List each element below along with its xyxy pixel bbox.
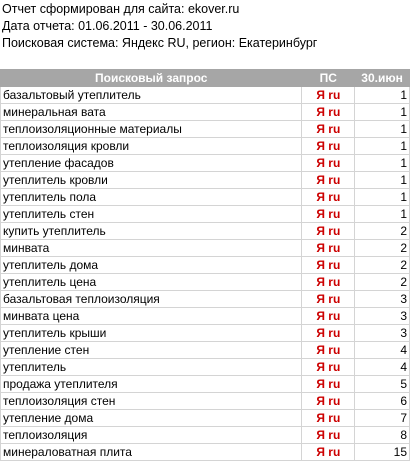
table-row: [1, 206, 410, 223]
position-cell: 6: [355, 393, 410, 410]
query-cell: минеральная вата: [1, 104, 302, 121]
table-row: [1, 104, 410, 121]
table-row: [1, 444, 410, 461]
report-site-line: Отчет сформирован для сайта: ekover.ru: [2, 2, 240, 16]
position-cell: 2: [355, 257, 410, 274]
table-row: [1, 291, 410, 308]
query-cell: базальтовая теплоизоляция: [1, 291, 302, 308]
query-cell: утепление дома: [1, 410, 302, 427]
search-engine-cell: Я ru: [302, 376, 355, 393]
report-engine-line: Поисковая система: Яндекс RU, регион: Екатеринбург: [2, 36, 318, 50]
spacer: [0, 52, 414, 69]
query-cell: утепление фасадов: [1, 155, 302, 172]
position-cell: 3: [355, 291, 410, 308]
table-row: [1, 325, 410, 342]
query-cell: теплоизоляция кровли: [1, 138, 302, 155]
query-cell: утеплитель крыши: [1, 325, 302, 342]
position-cell: 5: [355, 376, 410, 393]
position-cell: 1: [355, 87, 410, 104]
table-row: [1, 359, 410, 376]
table-row: [1, 393, 410, 410]
search-engine-cell: Я ru: [302, 121, 355, 138]
positions-table: [0, 69, 410, 461]
query-cell: теплоизоляционные материалы: [1, 121, 302, 138]
position-cell: 15: [355, 444, 410, 461]
query-cell: купить утеплитель: [1, 223, 302, 240]
search-engine-cell: Я ru: [302, 189, 355, 206]
position-cell: 4: [355, 359, 410, 376]
search-engine-cell: Я ru: [302, 291, 355, 308]
query-cell: утеплитель кровли: [1, 172, 302, 189]
search-engine-cell: Я ru: [302, 410, 355, 427]
search-engine-cell: Я ru: [302, 138, 355, 155]
position-cell: 2: [355, 240, 410, 257]
search-engine-cell: Я ru: [302, 223, 355, 240]
table-row: [1, 155, 410, 172]
search-engine-cell: Я ru: [302, 325, 355, 342]
query-cell: теплоизоляция стен: [1, 393, 302, 410]
table-row: [1, 87, 410, 104]
query-cell: утепление стен: [1, 342, 302, 359]
search-engine-cell: Я ru: [302, 359, 355, 376]
search-engine-cell: Я ru: [302, 206, 355, 223]
table-row: [1, 410, 410, 427]
search-engine-cell: Я ru: [302, 308, 355, 325]
table-row: [1, 427, 410, 444]
search-engine-cell: Я ru: [302, 240, 355, 257]
position-cell: 1: [355, 189, 410, 206]
position-cell: 1: [355, 138, 410, 155]
table-row: [1, 274, 410, 291]
column-header-query: Поисковый запрос: [1, 70, 302, 87]
report-date-line: Дата отчета: 01.06.2011 - 30.06.2011: [2, 19, 213, 33]
position-cell: 8: [355, 427, 410, 444]
position-cell: 1: [355, 121, 410, 138]
position-cell: 1: [355, 206, 410, 223]
search-engine-cell: Я ru: [302, 393, 355, 410]
search-engine-cell: Я ru: [302, 342, 355, 359]
report-meta: [0, 0, 414, 52]
table-row: [1, 240, 410, 257]
query-cell: продажа утеплителя: [1, 376, 302, 393]
position-cell: 2: [355, 223, 410, 240]
query-cell: утеплитель цена: [1, 274, 302, 291]
query-cell: базальтовый утеплитель: [1, 87, 302, 104]
table-row: [1, 138, 410, 155]
position-cell: 1: [355, 172, 410, 189]
search-engine-cell: Я ru: [302, 172, 355, 189]
table-header-row: [1, 70, 410, 87]
table-row: [1, 257, 410, 274]
query-cell: утеплитель стен: [1, 206, 302, 223]
table-row: [1, 172, 410, 189]
table-row: [1, 308, 410, 325]
position-cell: 4: [355, 342, 410, 359]
position-cell: 3: [355, 325, 410, 342]
search-engine-cell: Я ru: [302, 104, 355, 121]
position-cell: 7: [355, 410, 410, 427]
table-row: [1, 189, 410, 206]
search-engine-cell: Я ru: [302, 444, 355, 461]
search-engine-cell: Я ru: [302, 257, 355, 274]
table-row: [1, 376, 410, 393]
position-cell: 1: [355, 104, 410, 121]
search-engine-cell: Я ru: [302, 274, 355, 291]
table-row: [1, 342, 410, 359]
search-engine-cell: Я ru: [302, 427, 355, 444]
query-cell: теплоизоляция: [1, 427, 302, 444]
position-cell: 2: [355, 274, 410, 291]
column-header-ps: ПС: [302, 70, 355, 87]
table-body: [1, 87, 410, 461]
query-cell: утеплитель: [1, 359, 302, 376]
query-cell: минвата: [1, 240, 302, 257]
position-cell: 1: [355, 155, 410, 172]
query-cell: утеплитель дома: [1, 257, 302, 274]
query-cell: утеплитель пола: [1, 189, 302, 206]
table-row: [1, 223, 410, 240]
search-engine-cell: Я ru: [302, 87, 355, 104]
search-engine-cell: Я ru: [302, 155, 355, 172]
table-row: [1, 121, 410, 138]
query-cell: минераловатная плита: [1, 444, 302, 461]
position-cell: 3: [355, 308, 410, 325]
column-header-date: 30.июн: [355, 70, 410, 87]
query-cell: минвата цена: [1, 308, 302, 325]
